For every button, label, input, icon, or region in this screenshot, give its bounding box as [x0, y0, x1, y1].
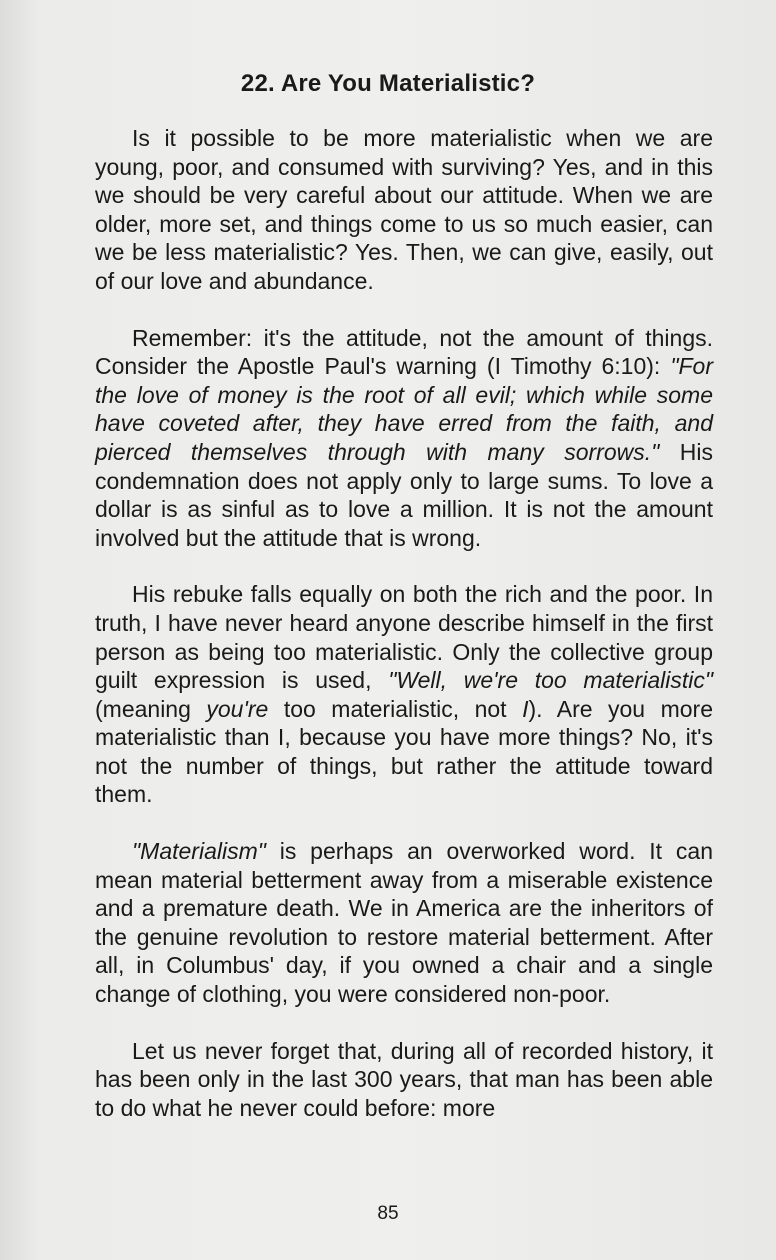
quote-materialism: "Materialism" — [132, 838, 266, 865]
quote-i: I — [522, 695, 529, 722]
paragraph-4 — [95, 837, 713, 1009]
paragraph-3-text-c: too materialistic, not — [268, 695, 523, 722]
paragraph-2-text-b: His condemnation does not apply only to large sums. To love a dollar is as sinful as to love a million. It is not the amount involved but the attitude that is wrong. — [95, 438, 713, 551]
quote-well-materialistic: "Well, we're too materialistic" — [388, 667, 714, 694]
paragraph-2-text-a: Remember: it's the attitude, not the amount of things. Consider the Apostle Paul's warning (I Timothy 6:10): — [95, 324, 713, 380]
paragraph-4-text: is perhaps an overworked word. It can mean material betterment away from a miserable existence and a premature death. We in America are the inheritors of the genuine revolution to restore material betterment. After all, in Columbus' day, if you owned a chair and a single change of clothing, you were considered non-poor. — [95, 838, 713, 1008]
paragraph-1: Is it possible to be more materialistic when we are young, poor, and consumed with surviving? Yes, and in this we should be very careful about our attitude. When we are older, more set, and things come to us so much easier, can we be less materialistic? Yes. Then, we can give, easily, out of our love and abundance. — [95, 125, 713, 294]
paragraph-3-text-b: (meaning — [95, 695, 207, 722]
paragraph-3-text-a: His rebuke falls equally on both the rich and the poor. In truth, I have never heard anyone describe himself in the first person as being too materialistic. Only the collective group guilt expression is used, — [95, 581, 713, 694]
paragraph-3 — [95, 580, 713, 809]
paragraph-5: Let us never forget that, during all of recorded history, it has been only in the last 300 years, that man has been able to do what he never could before: more — [95, 1037, 713, 1121]
quote-youre: you're — [206, 695, 269, 722]
page-number: 85 — [377, 1203, 399, 1224]
chapter-body — [95, 124, 713, 1122]
chapter-title: 22. Are You Materialistic? — [240, 70, 536, 97]
paragraph-3-text-d: ). Are you more materialistic than I, because you have more things? No, it's not the number of things, but rather the attitude toward them. — [95, 695, 713, 808]
bible-quote: "For the love of money is the root of all evil; which while some have coveted after, they have erred from the faith, and pierced themselves through with many sorrows." — [95, 353, 713, 465]
paragraph-2 — [95, 324, 713, 553]
